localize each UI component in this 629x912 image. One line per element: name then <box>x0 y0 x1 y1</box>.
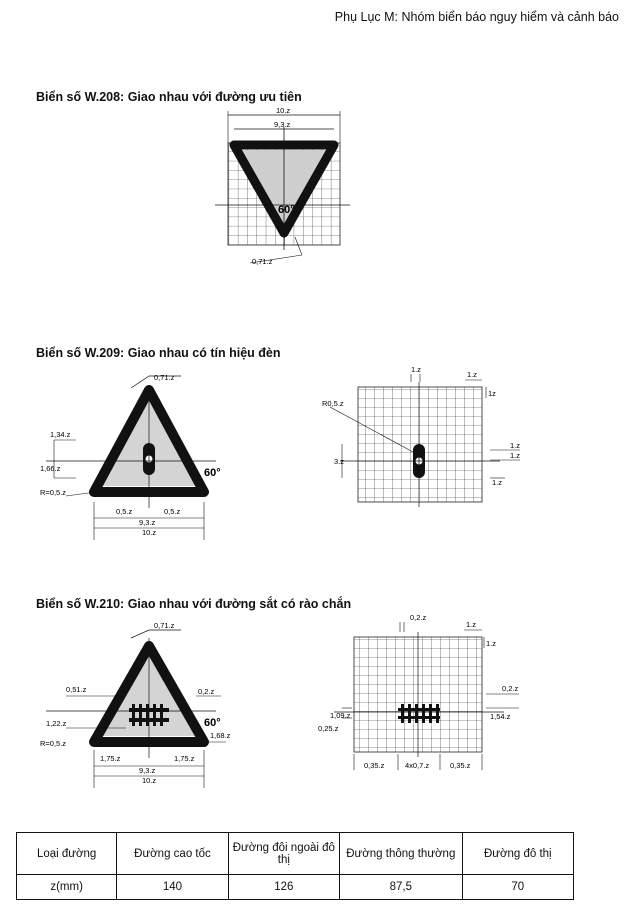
label-w210-inner-width: 9,3.z <box>139 766 156 775</box>
label-w209-inner-width: 9,3.z <box>139 518 156 527</box>
label-w209-angle: 60° <box>204 467 221 479</box>
section-title-w210: Biển số W.210: Giao nhau với đường sắt có rào chắn <box>36 597 352 611</box>
table-header-cell: Đường đô thị <box>462 833 573 875</box>
table-cell: 140 <box>117 875 228 900</box>
label-w210-b3: 0,35.z <box>450 761 471 770</box>
label-w210-grid-l1: 1,09.z <box>330 711 351 720</box>
table-header-cell: Loại đường <box>17 833 117 875</box>
label-w210-cell: 1.z <box>466 620 477 629</box>
z-value-table <box>16 832 574 900</box>
sign-w210-triangle-diagram <box>36 618 236 788</box>
label-w208-border: 0,71.z <box>252 257 273 266</box>
table-row <box>17 875 574 900</box>
label-w210-b1: 0,35.z <box>364 761 385 770</box>
label-w209-r1: 1.z <box>510 441 520 450</box>
label-w210-d1: 1,75.z <box>100 754 121 763</box>
label-w209-cell2: 1.z <box>467 370 478 379</box>
label-w210-b2: 4x0,7.z <box>405 761 430 770</box>
table-cell: 70 <box>462 875 573 900</box>
label-w209-h1: 1,34.z <box>50 430 71 439</box>
page-header: Phụ Lục M: Nhóm biển báo nguy hiểm và cảnh báo <box>334 10 619 24</box>
table-cell: z(mm) <box>17 875 117 900</box>
label-w210-radius: R=0,5.z <box>40 739 67 748</box>
label-w210-top: 0,71.z <box>154 621 175 630</box>
table-header-cell: Đường thông thường <box>340 833 463 875</box>
label-w208-inner-width: 9,3.z <box>274 120 291 129</box>
table-cell: 87,5 <box>340 875 463 900</box>
label-w209-r2: 1.z <box>510 451 520 460</box>
label-w208-angle: 60° <box>278 204 295 216</box>
label-w209-d1: 0,5.z <box>116 507 133 516</box>
label-w210-side: 1.z <box>486 639 497 648</box>
label-w209-h2: 1,66.z <box>40 464 61 473</box>
label-w209-cell: 1.z <box>411 365 422 374</box>
label-w209-top: 0,71.z <box>154 373 175 382</box>
label-w210-width: 10.z <box>142 776 157 785</box>
label-w210-l1: 0,51.z <box>66 685 87 694</box>
table-cell: 126 <box>228 875 339 900</box>
label-w210-angle: 60° <box>204 717 221 729</box>
label-w210-grid-r2: 1,54.z <box>490 712 511 721</box>
table-header-cell: Đường đôi ngoài đô thị <box>228 833 339 875</box>
label-w209-grid-radius: R0,5.z <box>322 399 344 408</box>
label-w210-d2: 1,75.z <box>174 754 195 763</box>
section-title-w209: Biển số W.209: Giao nhau có tín hiệu đèn <box>36 346 281 360</box>
label-w209-d2: 0,5.z <box>164 507 181 516</box>
label-w210-grid-r1: 0,2.z <box>502 684 519 693</box>
label-w209-width: 10.z <box>142 528 157 537</box>
label-w208-width: 10.z <box>276 106 291 115</box>
sign-w209-grid-diagram <box>320 362 520 512</box>
label-w209-r3: 1.z <box>492 478 503 487</box>
label-w210-grid-top: 0,2.z <box>410 613 427 622</box>
label-w210-r2: 1,68.z <box>210 731 231 740</box>
label-w209-v: 3.z <box>334 457 345 466</box>
table-header-cell: Đường cao tốc <box>117 833 228 875</box>
section-title-w208: Biển số W.208: Giao nhau với đường ưu tiên <box>36 90 302 104</box>
label-w210-l2: 1,22.z <box>46 719 67 728</box>
label-w210-r1: 0,2.z <box>198 687 215 696</box>
sign-w210-grid-diagram <box>314 612 524 777</box>
label-w209-radius: R=0,5.z <box>40 488 67 497</box>
table-header-row <box>17 833 574 875</box>
label-w210-grid-l2: 0,25.z <box>318 724 339 733</box>
label-w209-side: 1z <box>488 389 496 398</box>
sign-w209-triangle-diagram <box>36 368 236 540</box>
sign-w208-diagram <box>210 105 360 275</box>
